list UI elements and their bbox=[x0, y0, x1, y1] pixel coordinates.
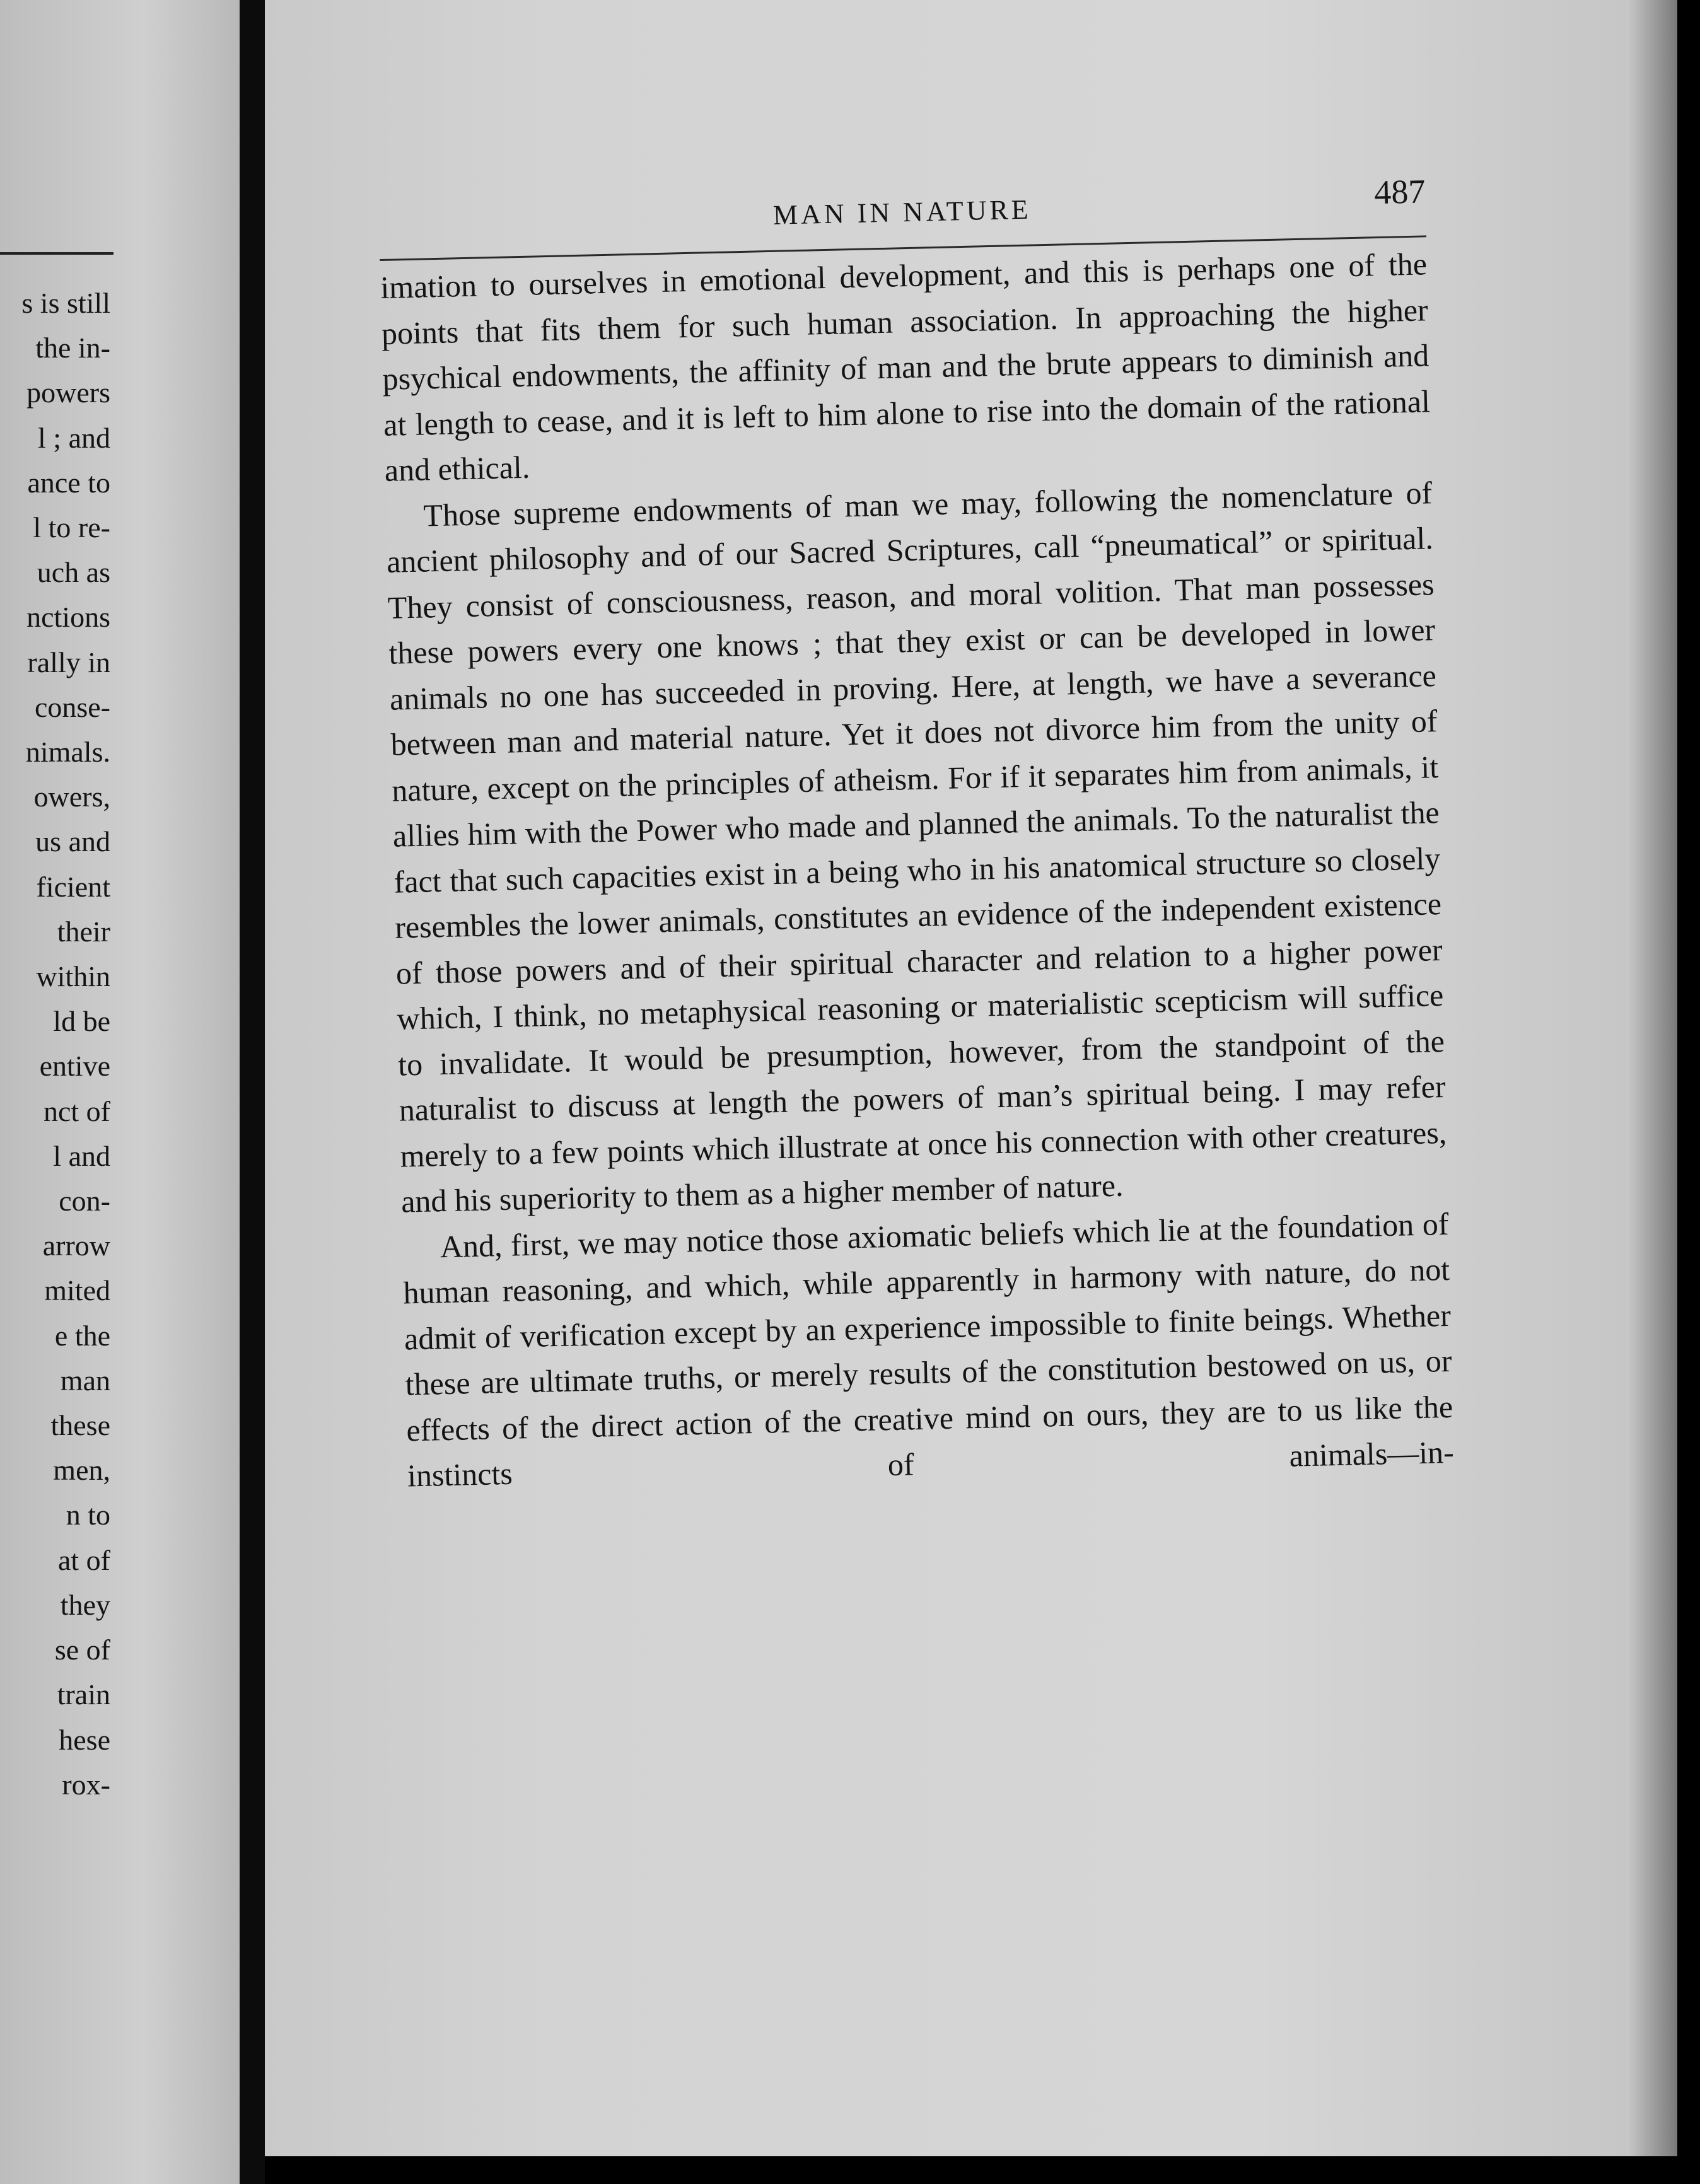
facing-page-line: nct of bbox=[43, 1095, 110, 1127]
facing-page-line: powers bbox=[26, 376, 110, 409]
facing-page-line: arrow bbox=[42, 1229, 110, 1262]
facing-page-line: train bbox=[57, 1678, 110, 1711]
facing-page-line: l ; and bbox=[38, 421, 110, 454]
book-page bbox=[265, 0, 1677, 2156]
facing-page-line: con- bbox=[59, 1185, 110, 1217]
text-block bbox=[378, 171, 1454, 1499]
facing-page-line: rox- bbox=[62, 1768, 110, 1801]
facing-page-line: conse- bbox=[34, 690, 110, 723]
paragraph: Those supreme endowments of man we may, following the nomenclature of ancient philosophy and of our Sacred Scriptures, call “pneumatical” or spiritual. They consist of consciousness, reason, and moral volition. That man possesses these powers every one knows ; that they exist or can be developed in lower animals no one has succeeded in proving. Here, at length, we have a severance between man and material nature. Yet it does not divorce him from the unity of nature, except on the principles of atheism. For if it separates him from animals, it allies him with the Power who made and planned the animals. To the naturalist the fact that such capacities exist in a being who in his anatomical structure so closely resembles the lower animals, constitutes an evidence of the independent existence of those powers and of their spiritual character and relation to a higher power which, I think, no metaphysical reasoning or materialistic scepticism will suffice to invalidate. It would be presumption, however, from the standpoint of the naturalist to discuss at length the powers of man’s spiritual being. I may refer merely to a few points which illustrate at once his connection with other creatures, and his superiority to them as a higher member of nature. bbox=[386, 474, 1447, 1219]
page-number: 487 bbox=[1373, 172, 1426, 212]
facing-page-line: hese bbox=[59, 1723, 110, 1756]
facing-page-line: mited bbox=[44, 1274, 110, 1307]
book-gutter bbox=[240, 0, 265, 2184]
facing-page-line: se of bbox=[54, 1634, 110, 1666]
running-head-title: MAN IN NATURE bbox=[772, 194, 1032, 231]
facing-page-line: owers, bbox=[33, 781, 110, 813]
facing-page-line: nimals. bbox=[25, 736, 110, 769]
facing-page-line: man bbox=[60, 1364, 110, 1397]
facing-page-line: these bbox=[50, 1409, 110, 1442]
facing-page-line: l to re- bbox=[33, 511, 110, 544]
facing-page-line: e the bbox=[54, 1319, 110, 1352]
facing-page-line: ance to bbox=[27, 466, 110, 499]
facing-page-line: rally in bbox=[27, 646, 110, 678]
paragraph: imation to ourselves in emotional development, and this is perhaps one of the points that fits them for such human association. In approaching the higher psychical endowments, the affinity of man and the brute appears to diminish and at length to cease, and it is left to him alone to rise into the domain of the rational and ethical. bbox=[380, 246, 1431, 488]
facing-page-line: uch as bbox=[37, 556, 110, 589]
facing-page-line: the in- bbox=[35, 332, 110, 364]
facing-page-line: entive bbox=[39, 1050, 110, 1083]
facing-page-line: nctions bbox=[26, 601, 110, 634]
facing-page-line: at of bbox=[57, 1543, 110, 1576]
facing-page-line: l and bbox=[53, 1139, 110, 1172]
facing-page-line: us and bbox=[35, 825, 110, 858]
facing-page-line: their bbox=[57, 915, 110, 948]
facing-page-header-rule bbox=[0, 252, 114, 255]
facing-page-line: ld be bbox=[53, 1005, 110, 1038]
facing-page-line: s is still bbox=[21, 287, 110, 319]
facing-page bbox=[0, 0, 240, 2184]
page-edge bbox=[1627, 0, 1677, 2156]
facing-page-line: within bbox=[36, 960, 110, 993]
facing-page-line: n to bbox=[66, 1499, 110, 1531]
facing-page-line: ficient bbox=[36, 870, 110, 903]
facing-page-line: men, bbox=[53, 1454, 110, 1487]
paragraph: And, first, we may notice those axiomatic beliefs which lie at the foundation of human reasoning, and which, while apparently in harmony with nature, do not admit of verification except by an experience impossible to finite beings. Whether these are ultimate truths, or merely results of the constitution bestowed on us, or effects of the direct action of the creative mind on ours, they are to us like the instincts of animals—in- bbox=[402, 1205, 1455, 1494]
facing-page-line: they bbox=[60, 1588, 110, 1621]
facing-page-text bbox=[21, 281, 110, 1807]
